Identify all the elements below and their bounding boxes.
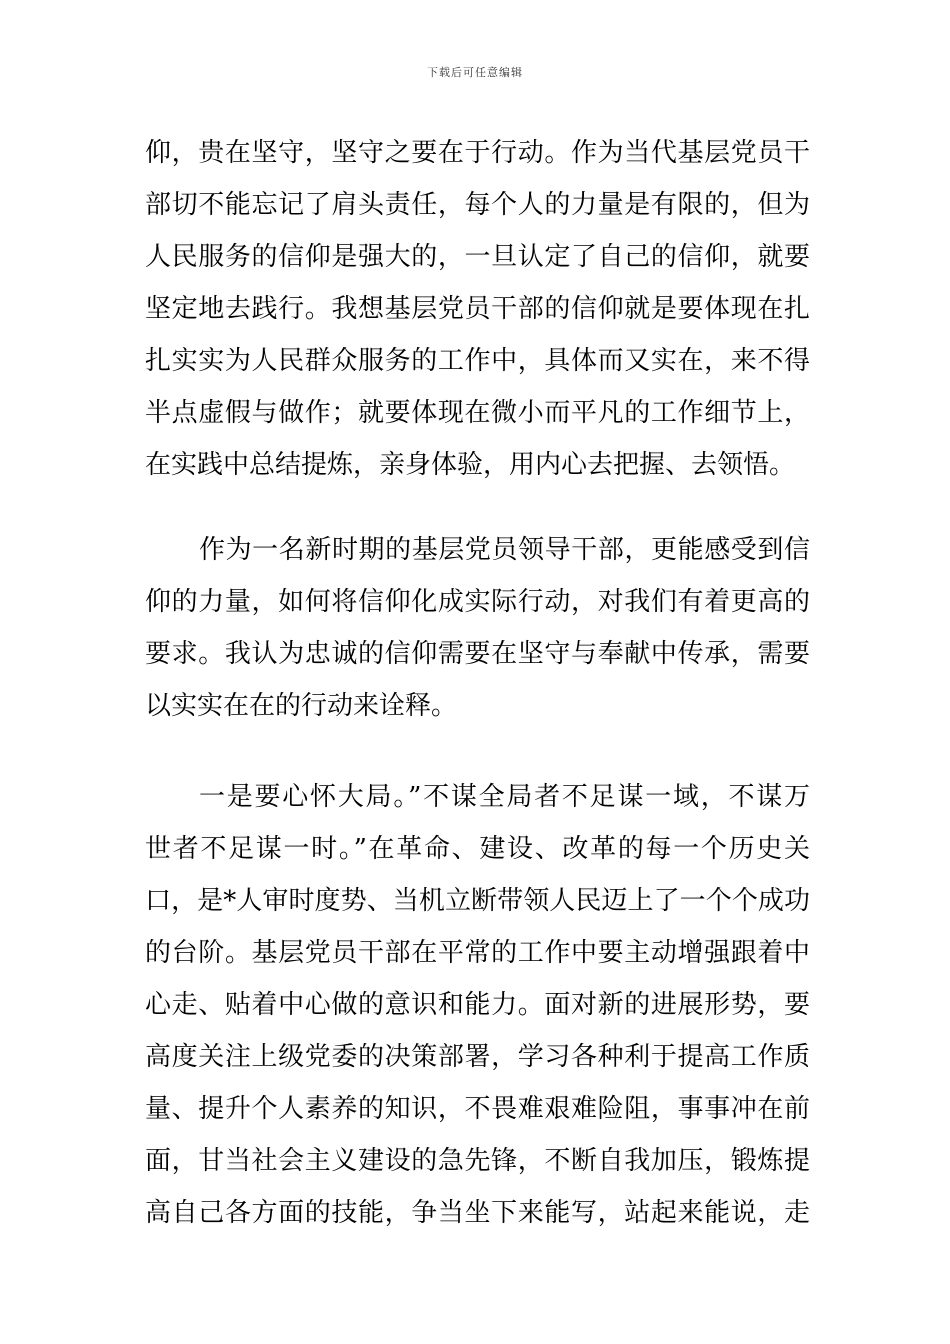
- paragraph-1: [145, 127, 810, 491]
- text-line: 以实实在在的行动来诠释。: [145, 691, 458, 721]
- text-line: 仰，贵在坚守，坚守之要在于行动。作为当代基层党员干: [145, 138, 810, 168]
- text-line: 量、提升个人素养的知识，不畏难艰难险阻，事事冲在前: [145, 1094, 810, 1124]
- text-line: 高自己各方面的技能，争当坐下来能写，站起来能说，走: [145, 1198, 810, 1228]
- text-line: 的台阶。基层党员干部在平常的工作中要主动增强跟着中: [145, 938, 810, 968]
- text-line: 在实践中总结提炼，亲身体验，用内心去把握、去领悟。: [145, 450, 796, 480]
- text-line: 口，是*人审时度势、当机立断带领人民迈上了一个个成功: [145, 886, 810, 916]
- text-line: 高度关注上级党委的决策部署，学习各种利于提高工作质: [145, 1042, 810, 1072]
- text-line: 一是要心怀大局。”不谋全局者不足谋一域，不谋万: [199, 782, 810, 812]
- page-header: 下载后可任意编辑: [427, 66, 523, 79]
- text-line: 要求。我认为忠诚的信仰需要在坚守与奉献中传承，需要: [145, 639, 810, 669]
- text-line: 人民服务的信仰是强大的，一旦认定了自己的信仰，就要: [145, 242, 810, 272]
- text-line: 心走、贴着中心做的意识和能力。面对新的进展形势，要: [145, 990, 810, 1020]
- text-line: 坚定地去践行。我想基层党员干部的信仰就是要体现在扎: [145, 294, 810, 324]
- text-line: 面，甘当社会主义建设的急先锋，不断自我加压，锻炼提: [145, 1146, 810, 1176]
- text-line: 世者不足谋一时。”在革命、建设、改革的每一个历史关: [145, 834, 810, 864]
- text-line: 半点虚假与做作；就要体现在微小而平凡的工作细节上，: [145, 398, 810, 428]
- paragraph-3: [145, 771, 810, 1239]
- text-line: 部切不能忘记了肩头责任，每个人的力量是有限的，但为: [145, 190, 810, 220]
- text-line: 扎实实为人民群众服务的工作中，具体而又实在，来不得: [145, 346, 810, 376]
- paragraph-2: [145, 524, 810, 732]
- text-line: 仰的力量，如何将信仰化成实际行动，对我们有着更高的: [145, 587, 810, 617]
- text-line: 作为一名新时期的基层党员领导干部，更能感受到信: [199, 535, 810, 565]
